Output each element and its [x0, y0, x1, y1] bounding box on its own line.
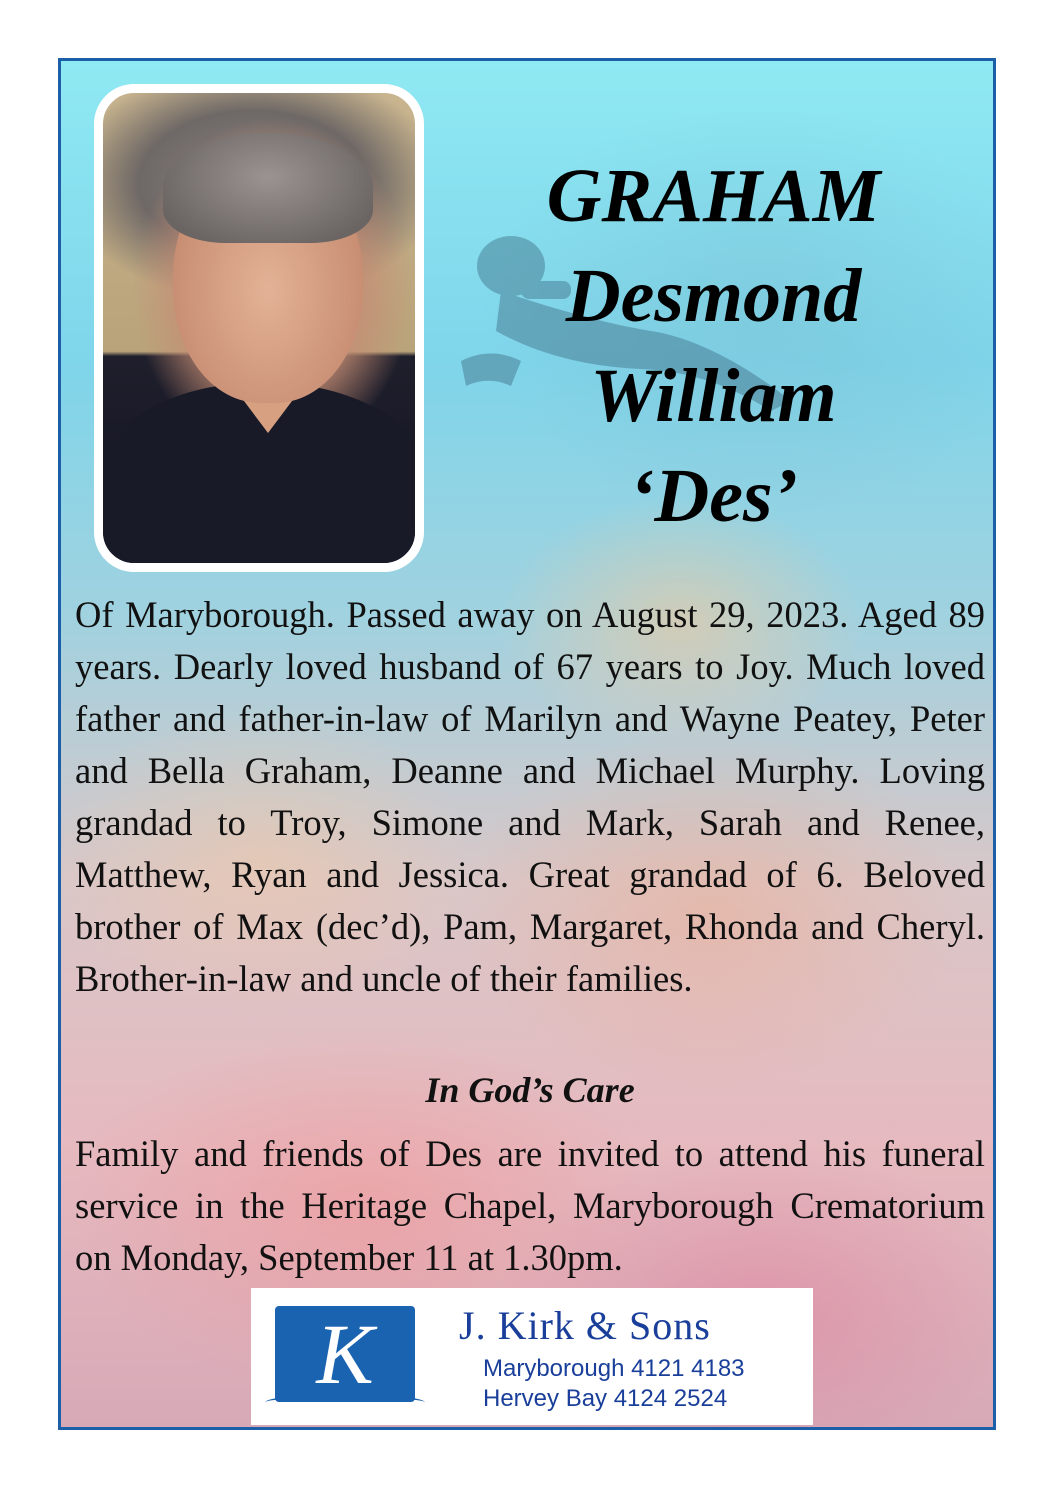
k-monogram-icon	[275, 1306, 415, 1402]
hervey-bay-phone: Hervey Bay 4124 2524	[483, 1385, 728, 1412]
notice-frame	[58, 58, 996, 1430]
in-gods-care: In God’s Care	[425, 1070, 635, 1110]
surname: GRAHAM	[546, 154, 881, 238]
monogram-letter: K	[316, 1306, 374, 1402]
maryborough-phone: Maryborough 4121 4183	[483, 1355, 745, 1382]
funeral-invitation: Family and friends of Des are invited to attend his funeral service in the Heritage Chapel, Maryborough Crematorium on Monday, September 11 at 1.30pm.	[75, 1133, 985, 1278]
portrait-hair	[163, 133, 373, 243]
first-name: Desmond	[565, 254, 862, 338]
portrait-photo	[94, 84, 424, 572]
notice-body: Of Maryborough. Passed away on August 29, 2023. Aged 89 years. Dearly loved husband of 67 years to Joy. Much loved father and father-in-law of Marilyn and Wayne Peatey, Peter and Bella Graham, Deanne and Michael Murphy. Loving grandad to Troy, Simone and Mark, Sarah and Renee, Matthew, Ryan and Jessica. Great grandad of 6. Beloved brother of Max (dec’d), Pam, Margaret, Rhonda and Cheryl. Brother-in-law and uncle of their families.	[75, 594, 985, 999]
middle-name: William	[590, 354, 837, 438]
firm-name: J. Kirk & Sons	[459, 1303, 711, 1348]
scroll-flourish-icon	[265, 1394, 425, 1411]
nickname: ‘Des’	[629, 454, 798, 538]
funeral-director-logo	[251, 1288, 813, 1425]
deceased-name	[441, 146, 986, 546]
